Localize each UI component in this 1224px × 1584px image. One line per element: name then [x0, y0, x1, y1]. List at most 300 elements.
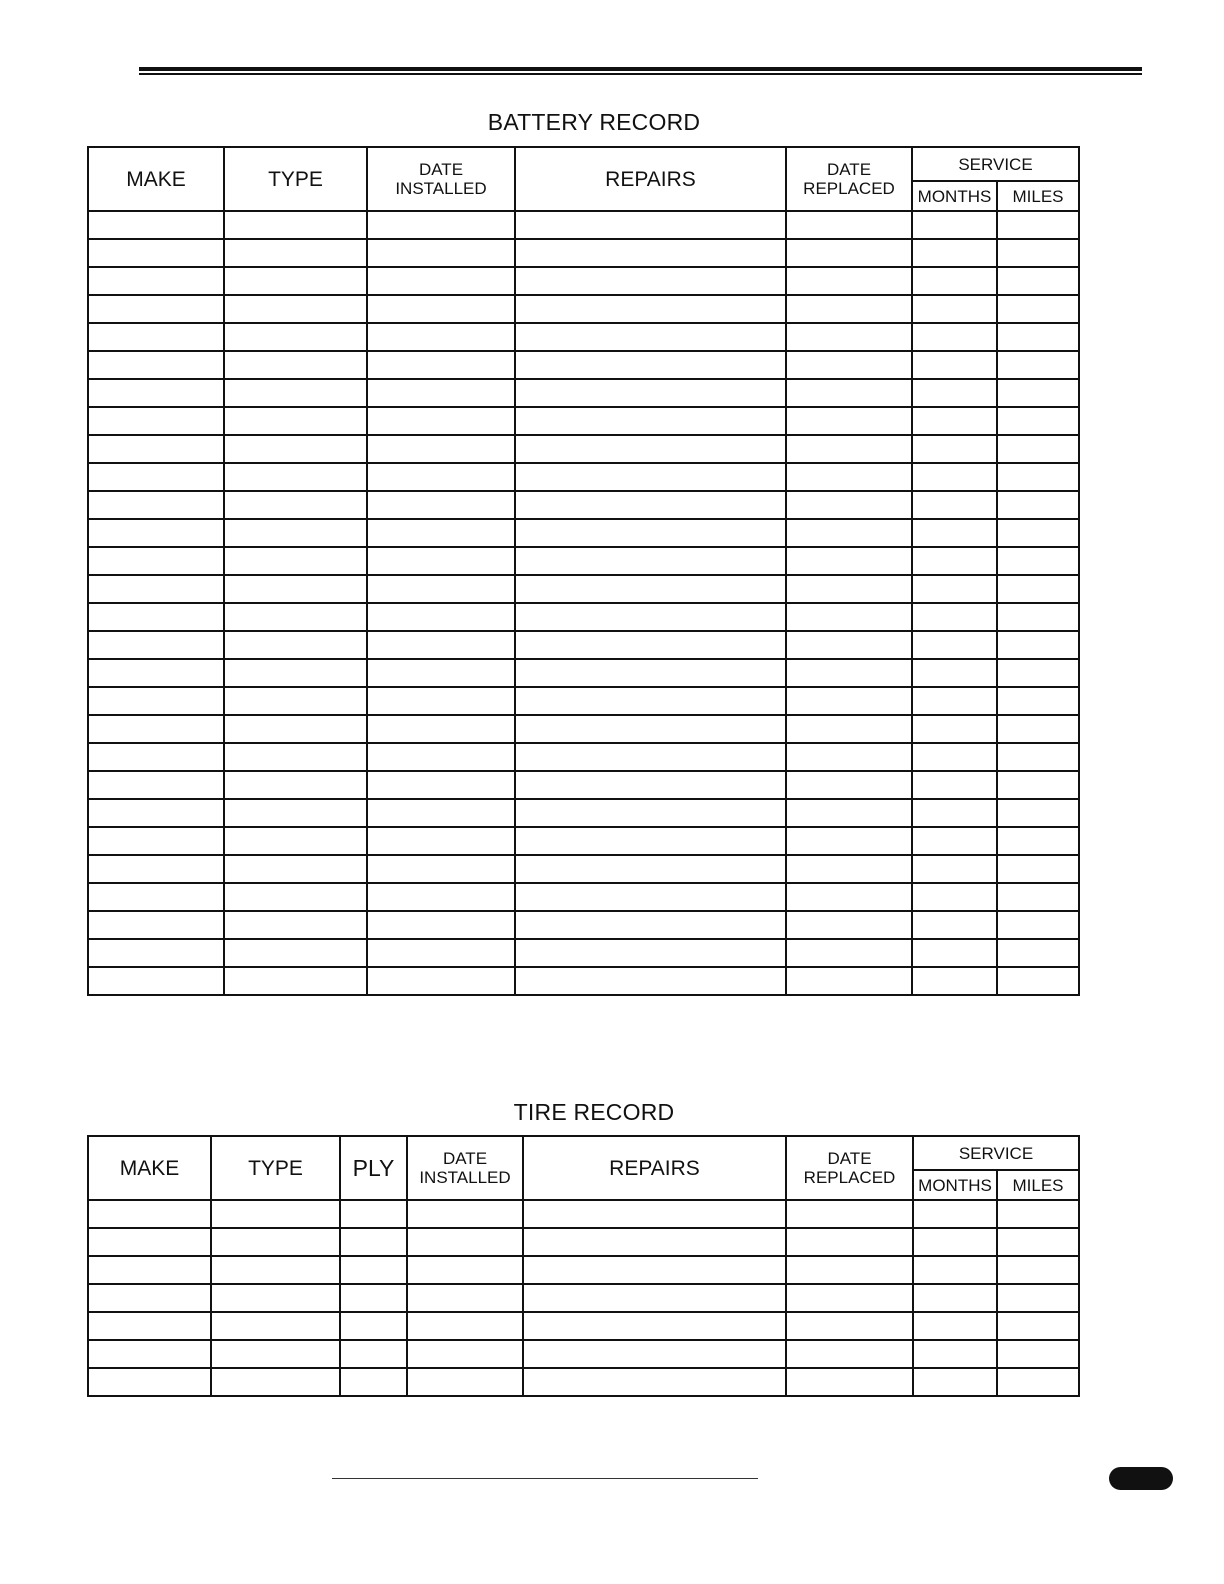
battery-record-cell[interactable]	[997, 435, 1079, 463]
battery-record-row	[88, 491, 1079, 519]
tire-header-type: TYPE	[211, 1136, 340, 1200]
tire-record-cell[interactable]	[340, 1284, 407, 1312]
battery-record-cell[interactable]	[912, 575, 997, 603]
battery-record-cell[interactable]	[88, 687, 224, 715]
battery-record-cell[interactable]	[515, 575, 786, 603]
battery-record-cell[interactable]	[515, 771, 786, 799]
tire-record-cell[interactable]	[523, 1340, 786, 1368]
tire-record-cell[interactable]	[913, 1256, 997, 1284]
battery-record-cell[interactable]	[786, 267, 912, 295]
battery-record-cell[interactable]	[224, 799, 367, 827]
battery-record-cell[interactable]	[515, 883, 786, 911]
battery-record-row	[88, 211, 1079, 239]
tire-record-cell[interactable]	[88, 1228, 211, 1256]
battery-record-cell[interactable]	[515, 939, 786, 967]
battery-record-cell[interactable]	[997, 883, 1079, 911]
battery-record-cell[interactable]	[88, 463, 224, 491]
battery-record-cell[interactable]	[224, 379, 367, 407]
battery-record-cell[interactable]	[224, 855, 367, 883]
battery-record-cell[interactable]	[912, 631, 997, 659]
battery-record-cell[interactable]	[224, 519, 367, 547]
battery-record-row	[88, 939, 1079, 967]
battery-record-table	[87, 146, 1080, 996]
battery-record-cell[interactable]	[786, 463, 912, 491]
tire-record-row	[88, 1340, 1079, 1368]
battery-record-cell[interactable]	[367, 603, 515, 631]
tire-record-row	[88, 1200, 1079, 1228]
tire-record-cell[interactable]	[88, 1368, 211, 1396]
battery-record-cell[interactable]	[515, 463, 786, 491]
tire-record-cell[interactable]	[786, 1340, 913, 1368]
battery-record-cell[interactable]	[515, 239, 786, 267]
battery-record-cell[interactable]	[997, 379, 1079, 407]
battery-record-cell[interactable]	[224, 827, 367, 855]
battery-record-cell[interactable]	[367, 435, 515, 463]
tire-record-cell[interactable]	[407, 1228, 523, 1256]
tire-record-cell[interactable]	[786, 1368, 913, 1396]
tire-record-cell[interactable]	[88, 1200, 211, 1228]
battery-record-cell[interactable]	[515, 967, 786, 995]
tire-record-cell[interactable]	[913, 1340, 997, 1368]
battery-record-cell[interactable]	[224, 715, 367, 743]
battery-header-miles: MILES	[997, 181, 1079, 211]
battery-header-date-replaced	[786, 147, 912, 211]
battery-record-cell[interactable]	[912, 883, 997, 911]
battery-record-cell[interactable]	[786, 351, 912, 379]
tire-record-cell[interactable]	[913, 1368, 997, 1396]
battery-header-date-installed-line1: DATE	[418, 160, 464, 179]
tire-record-cell[interactable]	[523, 1256, 786, 1284]
battery-record-cell[interactable]	[224, 743, 367, 771]
battery-header-make: MAKE	[88, 147, 224, 211]
battery-record-cell[interactable]	[224, 239, 367, 267]
battery-record-cell[interactable]	[786, 883, 912, 911]
battery-record-cell[interactable]	[367, 267, 515, 295]
battery-record-cell[interactable]	[786, 295, 912, 323]
battery-record-cell[interactable]	[367, 883, 515, 911]
battery-record-cell[interactable]	[912, 967, 997, 995]
battery-record-cell[interactable]	[786, 967, 912, 995]
battery-record-cell[interactable]	[224, 631, 367, 659]
tire-header-repairs: REPAIRS	[523, 1136, 786, 1200]
tire-record-cell[interactable]	[997, 1256, 1079, 1284]
battery-record-cell[interactable]	[912, 435, 997, 463]
battery-record-cell[interactable]	[88, 575, 224, 603]
tire-record-cell[interactable]	[88, 1312, 211, 1340]
battery-record-cell[interactable]	[224, 659, 367, 687]
tire-record-cell[interactable]	[523, 1284, 786, 1312]
battery-record-cell[interactable]	[912, 939, 997, 967]
tire-record-cell[interactable]	[997, 1340, 1079, 1368]
battery-record-cell[interactable]	[515, 799, 786, 827]
battery-record-cell[interactable]	[786, 687, 912, 715]
battery-record-cell[interactable]	[88, 547, 224, 575]
battery-record-cell[interactable]	[997, 603, 1079, 631]
battery-record-cell[interactable]	[912, 687, 997, 715]
tire-record-cell[interactable]	[786, 1228, 913, 1256]
battery-record-cell[interactable]	[224, 323, 367, 351]
battery-record-cell[interactable]	[786, 771, 912, 799]
battery-record-cell[interactable]	[367, 771, 515, 799]
battery-record-cell[interactable]	[786, 743, 912, 771]
battery-record-cell[interactable]	[367, 519, 515, 547]
battery-record-cell[interactable]	[786, 659, 912, 687]
battery-record-cell[interactable]	[912, 855, 997, 883]
battery-record-row	[88, 379, 1079, 407]
battery-header-date-installed-line2: INSTALLED	[395, 179, 487, 198]
battery-record-cell[interactable]	[997, 911, 1079, 939]
battery-record-cell[interactable]	[88, 267, 224, 295]
tire-record-cell[interactable]	[407, 1200, 523, 1228]
tire-record-cell[interactable]	[523, 1228, 786, 1256]
battery-record-cell[interactable]	[997, 519, 1079, 547]
tire-record-cell[interactable]	[340, 1256, 407, 1284]
battery-record-cell[interactable]	[786, 547, 912, 575]
battery-record-cell[interactable]	[515, 855, 786, 883]
battery-record-cell[interactable]	[224, 967, 367, 995]
battery-record-cell[interactable]	[912, 715, 997, 743]
tire-record-cell[interactable]	[913, 1312, 997, 1340]
page-number-tab	[1109, 1467, 1173, 1490]
battery-record-cell[interactable]	[997, 239, 1079, 267]
battery-record-cell[interactable]	[224, 351, 367, 379]
battery-record-cell[interactable]	[786, 827, 912, 855]
tire-record-cell[interactable]	[786, 1200, 913, 1228]
battery-record-cell[interactable]	[786, 603, 912, 631]
battery-record-cell[interactable]	[88, 911, 224, 939]
tire-record-cell[interactable]	[211, 1340, 340, 1368]
tire-record-cell[interactable]	[997, 1200, 1079, 1228]
battery-record-cell[interactable]	[367, 743, 515, 771]
battery-record-cell[interactable]	[224, 407, 367, 435]
tire-header-date-replaced-line1: DATE	[827, 1149, 872, 1168]
battery-record-cell[interactable]	[88, 855, 224, 883]
battery-record-cell[interactable]	[515, 687, 786, 715]
battery-record-cell[interactable]	[912, 771, 997, 799]
battery-record-cell[interactable]	[88, 323, 224, 351]
battery-record-cell[interactable]	[912, 491, 997, 519]
battery-record-cell[interactable]	[367, 687, 515, 715]
battery-record-cell[interactable]	[88, 239, 224, 267]
tire-record-row	[88, 1284, 1079, 1312]
battery-record-cell[interactable]	[224, 435, 367, 463]
tire-record-cell[interactable]	[340, 1340, 407, 1368]
battery-header-months: MONTHS	[912, 181, 997, 211]
battery-record-cell[interactable]	[515, 323, 786, 351]
battery-record-cell[interactable]	[912, 239, 997, 267]
battery-record-cell[interactable]	[367, 407, 515, 435]
tire-record-cell[interactable]	[786, 1312, 913, 1340]
battery-record-cell[interactable]	[88, 715, 224, 743]
battery-record-cell[interactable]	[786, 799, 912, 827]
tire-record-cell[interactable]	[913, 1284, 997, 1312]
battery-record-cell[interactable]	[515, 407, 786, 435]
battery-record-cell[interactable]	[224, 211, 367, 239]
battery-record-cell[interactable]	[367, 295, 515, 323]
battery-record-cell[interactable]	[997, 267, 1079, 295]
battery-record-cell[interactable]	[88, 827, 224, 855]
battery-record-cell[interactable]	[997, 939, 1079, 967]
tire-record-cell[interactable]	[88, 1284, 211, 1312]
battery-record-cell[interactable]	[224, 575, 367, 603]
battery-record-cell[interactable]	[786, 379, 912, 407]
tire-record-cell[interactable]	[913, 1200, 997, 1228]
battery-record-cell[interactable]	[367, 631, 515, 659]
battery-record-cell[interactable]	[997, 743, 1079, 771]
battery-record-cell[interactable]	[224, 771, 367, 799]
tire-record-cell[interactable]	[340, 1368, 407, 1396]
battery-record-cell[interactable]	[515, 267, 786, 295]
battery-record-cell[interactable]	[997, 799, 1079, 827]
battery-record-cell[interactable]	[515, 631, 786, 659]
tire-header-date-installed	[407, 1136, 523, 1200]
battery-record-cell[interactable]	[88, 379, 224, 407]
battery-record-cell[interactable]	[997, 491, 1079, 519]
tire-record-cell[interactable]	[211, 1200, 340, 1228]
battery-record-title: BATTERY RECORD	[487, 109, 701, 135]
battery-record-row	[88, 239, 1079, 267]
battery-record-row	[88, 463, 1079, 491]
battery-record-cell[interactable]	[88, 435, 224, 463]
battery-record-cell[interactable]	[912, 407, 997, 435]
battery-record-cell[interactable]	[224, 295, 367, 323]
battery-record-cell[interactable]	[88, 967, 224, 995]
battery-record-row	[88, 967, 1079, 995]
battery-record-cell[interactable]	[367, 351, 515, 379]
battery-record-cell[interactable]	[515, 519, 786, 547]
battery-record-cell[interactable]	[997, 575, 1079, 603]
battery-record-cell[interactable]	[997, 827, 1079, 855]
tire-record-cell[interactable]	[340, 1312, 407, 1340]
battery-record-cell[interactable]	[912, 267, 997, 295]
battery-record-cell[interactable]	[997, 407, 1079, 435]
battery-record-row	[88, 407, 1079, 435]
tire-record-cell[interactable]	[407, 1368, 523, 1396]
battery-record-cell[interactable]	[997, 967, 1079, 995]
battery-record-cell[interactable]	[367, 799, 515, 827]
battery-record-cell[interactable]	[997, 715, 1079, 743]
battery-record-cell[interactable]	[912, 463, 997, 491]
battery-record-cell[interactable]	[88, 351, 224, 379]
battery-record-cell[interactable]	[367, 855, 515, 883]
battery-record-cell[interactable]	[88, 211, 224, 239]
battery-record-row	[88, 715, 1079, 743]
battery-record-row	[88, 575, 1079, 603]
battery-record-cell[interactable]	[786, 939, 912, 967]
battery-record-cell[interactable]	[912, 323, 997, 351]
battery-record-cell[interactable]	[912, 911, 997, 939]
battery-record-cell[interactable]	[224, 463, 367, 491]
battery-record-cell[interactable]	[88, 407, 224, 435]
battery-record-cell[interactable]	[786, 575, 912, 603]
tire-record-cell[interactable]	[407, 1312, 523, 1340]
battery-record-cell[interactable]	[367, 463, 515, 491]
battery-record-cell[interactable]	[786, 211, 912, 239]
battery-record-cell[interactable]	[786, 239, 912, 267]
battery-record-cell[interactable]	[367, 659, 515, 687]
battery-record-cell[interactable]	[515, 715, 786, 743]
tire-header-ply: PLY	[340, 1136, 407, 1200]
battery-record-cell[interactable]	[786, 855, 912, 883]
tire-header-date-installed-line2: INSTALLED	[419, 1168, 511, 1187]
battery-record-cell[interactable]	[88, 799, 224, 827]
tire-record-cell[interactable]	[407, 1256, 523, 1284]
tire-record-cell[interactable]	[523, 1368, 786, 1396]
battery-record-cell[interactable]	[912, 547, 997, 575]
battery-record-cell[interactable]	[515, 435, 786, 463]
battery-record-cell[interactable]	[786, 407, 912, 435]
battery-record-cell[interactable]	[515, 743, 786, 771]
tire-record-cell[interactable]	[786, 1284, 913, 1312]
battery-record-cell[interactable]	[88, 659, 224, 687]
battery-record-cell[interactable]	[88, 883, 224, 911]
battery-record-cell[interactable]	[515, 603, 786, 631]
battery-record-cell[interactable]	[367, 715, 515, 743]
battery-record-row	[88, 827, 1079, 855]
tire-record-row	[88, 1368, 1079, 1396]
battery-header-date-replaced-line1: DATE	[826, 160, 872, 179]
battery-record-cell[interactable]	[367, 379, 515, 407]
tire-record-cell[interactable]	[997, 1368, 1079, 1396]
tire-record-cell[interactable]	[88, 1256, 211, 1284]
tire-record-cell[interactable]	[211, 1284, 340, 1312]
battery-record-cell[interactable]	[367, 575, 515, 603]
battery-record-cell[interactable]	[224, 491, 367, 519]
battery-record-cell[interactable]	[786, 715, 912, 743]
battery-record-cell[interactable]	[786, 631, 912, 659]
battery-record-cell[interactable]	[367, 211, 515, 239]
tire-record-cell[interactable]	[340, 1228, 407, 1256]
tire-record-cell[interactable]	[340, 1200, 407, 1228]
battery-record-cell[interactable]	[515, 491, 786, 519]
battery-record-cell[interactable]	[912, 379, 997, 407]
battery-record-cell[interactable]	[224, 939, 367, 967]
tire-record-cell[interactable]	[997, 1228, 1079, 1256]
battery-record-cell[interactable]	[367, 827, 515, 855]
tire-record-rows	[88, 1200, 1079, 1396]
battery-record-cell[interactable]	[786, 435, 912, 463]
battery-record-cell[interactable]	[997, 771, 1079, 799]
tire-record-cell[interactable]	[211, 1228, 340, 1256]
battery-record-cell[interactable]	[88, 939, 224, 967]
battery-record-cell[interactable]	[88, 519, 224, 547]
battery-record-cell[interactable]	[912, 799, 997, 827]
battery-record-row	[88, 799, 1079, 827]
battery-record-cell[interactable]	[912, 211, 997, 239]
footer-rule	[332, 1478, 758, 1479]
battery-record-cell[interactable]	[912, 295, 997, 323]
battery-record-cell[interactable]	[367, 323, 515, 351]
battery-header-type: TYPE	[224, 147, 367, 211]
battery-record-cell[interactable]	[786, 911, 912, 939]
battery-record-cell[interactable]	[367, 911, 515, 939]
battery-record-row	[88, 855, 1079, 883]
tire-record-cell[interactable]	[211, 1368, 340, 1396]
battery-record-cell[interactable]	[997, 323, 1079, 351]
battery-record-cell[interactable]	[88, 771, 224, 799]
tire-record-cell[interactable]	[88, 1340, 211, 1368]
battery-record-cell[interactable]	[997, 659, 1079, 687]
tire-record-row	[88, 1312, 1079, 1340]
battery-record-cell[interactable]	[224, 267, 367, 295]
battery-record-row	[88, 883, 1079, 911]
battery-header-repairs: REPAIRS	[515, 147, 786, 211]
battery-record-cell[interactable]	[515, 659, 786, 687]
battery-record-row	[88, 519, 1079, 547]
battery-record-row	[88, 631, 1079, 659]
top-double-rule	[139, 67, 1142, 76]
battery-record-cell[interactable]	[912, 519, 997, 547]
battery-record-row	[88, 603, 1079, 631]
battery-record-cell[interactable]	[997, 295, 1079, 323]
battery-record-cell[interactable]	[88, 295, 224, 323]
battery-record-cell[interactable]	[224, 911, 367, 939]
tire-record-cell[interactable]	[913, 1228, 997, 1256]
battery-record-cell[interactable]	[786, 519, 912, 547]
tire-record-cell[interactable]	[211, 1312, 340, 1340]
battery-record-cell[interactable]	[786, 323, 912, 351]
battery-record-cell[interactable]	[515, 911, 786, 939]
tire-record-cell[interactable]	[523, 1312, 786, 1340]
battery-record-cell[interactable]	[367, 967, 515, 995]
tire-record-title: TIRE RECORD	[513, 1099, 675, 1125]
battery-record-cell[interactable]	[367, 939, 515, 967]
battery-record-cell[interactable]	[515, 379, 786, 407]
battery-record-cell[interactable]	[515, 547, 786, 575]
battery-record-cell[interactable]	[912, 743, 997, 771]
battery-record-cell[interactable]	[88, 603, 224, 631]
battery-record-cell[interactable]	[88, 631, 224, 659]
tire-header-date-replaced-line2: REPLACED	[803, 1168, 896, 1187]
tire-record-cell[interactable]	[786, 1256, 913, 1284]
battery-record-cell[interactable]	[515, 211, 786, 239]
battery-record-cell[interactable]	[367, 547, 515, 575]
battery-record-cell[interactable]	[912, 603, 997, 631]
tire-record-cell[interactable]	[997, 1284, 1079, 1312]
battery-record-cell[interactable]	[515, 827, 786, 855]
battery-record-cell[interactable]	[997, 855, 1079, 883]
battery-record-cell[interactable]	[88, 743, 224, 771]
battery-record-row	[88, 267, 1079, 295]
battery-record-cell[interactable]	[224, 547, 367, 575]
tire-record-cell[interactable]	[407, 1284, 523, 1312]
battery-record-cell[interactable]	[367, 491, 515, 519]
battery-record-cell[interactable]	[997, 463, 1079, 491]
battery-record-cell[interactable]	[224, 603, 367, 631]
battery-record-cell[interactable]	[997, 211, 1079, 239]
battery-record-cell[interactable]	[997, 351, 1079, 379]
battery-record-cell[interactable]	[515, 351, 786, 379]
battery-record-cell[interactable]	[786, 491, 912, 519]
tire-header-months: MONTHS	[913, 1170, 997, 1200]
tire-record-cell[interactable]	[523, 1200, 786, 1228]
battery-record-cell[interactable]	[997, 547, 1079, 575]
battery-record-cell[interactable]	[367, 239, 515, 267]
tire-header-date-replaced	[786, 1136, 913, 1200]
battery-record-cell[interactable]	[912, 659, 997, 687]
battery-record-cell[interactable]	[997, 687, 1079, 715]
tire-record-cell[interactable]	[407, 1340, 523, 1368]
battery-record-cell[interactable]	[997, 631, 1079, 659]
battery-record-cell[interactable]	[224, 687, 367, 715]
battery-record-cell[interactable]	[515, 295, 786, 323]
battery-record-cell[interactable]	[912, 827, 997, 855]
tire-record-cell[interactable]	[211, 1256, 340, 1284]
battery-record-cell[interactable]	[912, 351, 997, 379]
tire-record-cell[interactable]	[997, 1312, 1079, 1340]
battery-record-cell[interactable]	[88, 491, 224, 519]
battery-record-cell[interactable]	[224, 883, 367, 911]
